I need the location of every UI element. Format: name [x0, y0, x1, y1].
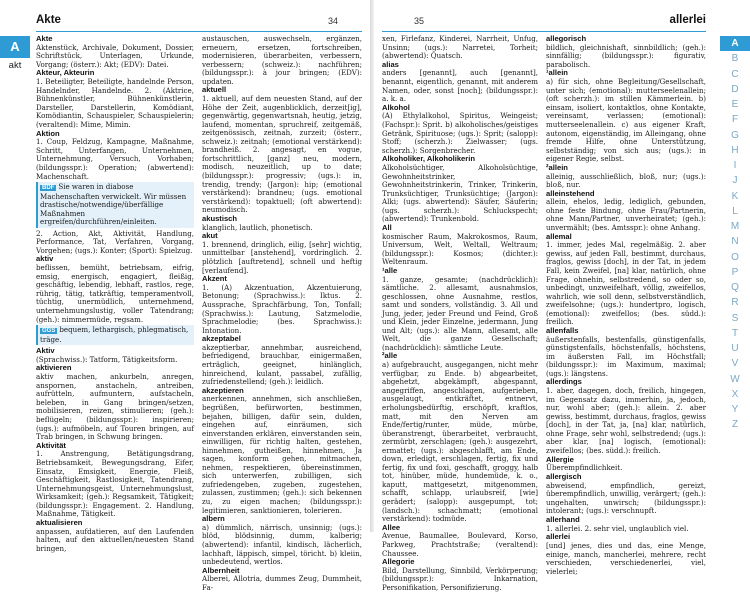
entry-headword: ¹allein: [546, 68, 568, 78]
dictionary-entry: [202, 35, 362, 86]
entry-text: akzeptierbar, annehmbar, ausreichend, befriedigend, brauchbar, einigermaßen, erträglich, geeignet, hinlänglich, hinreichend, kulant, passabel, zufällig, zufriedenstellend; (geh.): leidlich.: [202, 342, 362, 387]
entry-headword: aktualisieren: [36, 517, 83, 527]
entry-definition: [202, 575, 362, 592]
thumb-index-word: akt: [8, 60, 22, 71]
entry-text: 1. aktuell, auf dem neuesten Stand, auf der Höhe der Zeit, augenblicklich, derzeit[ig], gegenwärtig, gegenwartsnah, heutig, jetzig, laufend, momentan, spruchreif, zeitgemäß, zeitgenössisch, zeitnah, zurzeit; (österr., schweiz.): zeitnah; (emotional verstärkend): brandheiß. 2. angesagt, en vogue, fortschrittlich, [ganz] neu, modern, modisch, neuzeitlich, up to date; (bildungsspr.): progressiv; (ugs.): in, trendig, trendy; (Jargon): hip; (emotional verstärkend): brandneu; (ugs. emotional verstärkend): topaktuell; (oft abwertend): neumodisch.: [202, 94, 362, 215]
entry-definition: [36, 528, 194, 554]
entry-note-box: [36, 325, 194, 345]
entry-definition: [36, 78, 194, 129]
entry-headword: akzeptieren: [202, 385, 244, 395]
entry-definition: [382, 69, 538, 103]
entry-headword: allergisch: [546, 471, 582, 481]
entry-text: austauschen, auswechseln, ergänzen, erneuern, ersetzen, fortschreiben, modernisieren, überarbeiten, verbessern, verbessern; (schweiz.): nachführen; (bildungsspr.): à jour bringen; (EDV): updaten.: [202, 34, 362, 86]
entry-headword: Akzent: [202, 274, 227, 284]
dictionary-entry: [36, 519, 194, 553]
dictionary-entry: [546, 233, 706, 327]
entry-definition: [202, 224, 362, 233]
entry-headword: akzeptabel: [202, 334, 241, 344]
entry-text: anders [genannt], auch [genannt], benannt, eigentlich, genannt, mit anderem Namen, oder, sonst [noch]; (bildungsspr.): a. k. a.: [382, 68, 538, 104]
entry-headword: ²allein: [546, 162, 568, 172]
entry-definition: [36, 264, 194, 324]
dictionary-entry: [202, 275, 362, 335]
entry-headword: Albernheit: [202, 565, 240, 575]
entry-text: 1. allerlei. 2. sehr viel, unglaublich viel.: [546, 523, 689, 533]
note-tag: GGS: [42, 328, 56, 335]
entry-text: 1. aber, dagegen, doch, freilich, hingegen, im Gegensatz dazu, immerhin, ja, jedoch, nur, wohl aber; (geh.): allein. 2. aber gewiss, bestimmt, durchaus, fraglos, gewiss [doch], in der Tat, ja, [na] klar, natürlich, ohne Frage, sehr wohl, selbstredend; (ugs.): aber klar, [na] logisch, (emotional): zweifellos; (bes. südd.): freilich.: [546, 386, 706, 455]
dictionary-entry: [202, 86, 362, 214]
entry-text: a) für sich, ohne Begleitung/Gesellschaft, unter sich; (emotional): mutterseelenallein; (oft scherzh.): im stillen Kämmerlein. b) einsam, isoliert, kontaktlos, ohne Kontakte, vereinsamt, verlassen; (emotional): mutterseelenallein. c) aus eigener Kraft, autonom, eigenständig, im Alleingang, ohne fremde Hilfe, ohne Unterstützung, selbstständig; von sich aus; (ugs.): in eigener Regie, selbst.: [546, 77, 706, 164]
running-head-left: Akte: [36, 14, 61, 26]
dictionary-entry: [382, 558, 538, 592]
entry-definition: [36, 230, 194, 256]
entry-text: Überempfindlichkeit.: [546, 463, 623, 473]
dictionary-entry: [36, 230, 194, 256]
entry-text: bildlich, gleichnishaft, sinnbildlich; (geh.): sinnfällig; (bildungsspr.): figurativ, parabolisch.: [546, 42, 706, 69]
entry-headword: akustisch: [202, 213, 238, 223]
dictionary-entry: [382, 352, 538, 523]
entry-definition: [202, 95, 362, 215]
column-right-2: [546, 34, 706, 576]
entry-text: 1. immer, jedes Mal, regelmäßig. 2. aber gewiss, auf jeden Fall, bestimmt, durchaus, fraglos, gewiss [doch], in der Tat, in jedem Fall, kein Zweifel, [na] klar, natürlich, ohne Frage, ohnehin, selbstredend, so oder so, unbedingt, unzweifelhaft, völlig, zweifellos, wahrlich, wie soll denn, selbstverständlich, zweifelsohne; (ugs.): hundertpro, logisch, (emotional): zweifellos; (bes. südd.): freilich.: [546, 240, 706, 327]
alphabet-letter-d[interactable]: D: [731, 83, 739, 95]
entry-text: Bild, Darstellung, Sinnbild, Verkörperung; (bildungsspr.): Inkarnation, Personifikation, Personifizierung.: [382, 565, 538, 592]
alphabet-letter-y[interactable]: Y: [731, 404, 739, 415]
dictionary-entry: [36, 364, 194, 441]
dictionary-entry: [36, 69, 194, 129]
dictionary-entry: [382, 61, 538, 104]
entry-text: a) dümmlich, närrisch, unsinnig; (ugs.): blöd, blödsinnig, dumm, kalberig; (abwertend): infantil, kindisch, lächerlich, lachhaft, läppisch, simpel, töricht. b) kleiin, unbedeutend, wertlos.: [202, 522, 362, 567]
entry-headword: Aktion: [36, 128, 60, 138]
entry-definition: [546, 336, 706, 379]
dictionary-entry: [546, 533, 706, 576]
entry-definition: [202, 35, 362, 86]
entry-definition: [382, 233, 538, 267]
entry-headword: Aktivität: [36, 440, 66, 450]
entry-text: abweisend, empfindlich, gereizt, überempfindlich, unwillig, verärgert; (geh.): ungehalten, unwirsch; (bildungsspr.): intolerant; (ugs.): verschnupft.: [546, 480, 706, 516]
entry-text: anpassen, aufdatieren, auf den Laufenden halten, auf den aktuellen/neuesten Stand bringen,: [36, 526, 194, 553]
entry-text: 1. Coup, Feldzug, Kampagne, Maßnahme, Schritt, Unterfangen, Unternehmen, Unternehmung, Versuch, Vorhaben; (bildungsspr.): Operation; (abwertend): Machenschaft.: [36, 137, 194, 181]
entry-definition: [546, 542, 706, 576]
entry-text: 1. Anstrengung, Betätigungsdrang, Betriebsamkeit, Bewegungsdrang, Eifer, Einsatz, Emsigkeit, Energie, Fleiß, Geschäftigkeit, Rastlosigkeit, Tatendrang, Unternehmungsgeist, Unternehmungslust, Wirksamkeit; (geh.): Regsamkeit, Tätigkeit; (bildungsspr.): Engagement. 2. Handlung, Maßnahme, Tätigkeit.: [36, 449, 194, 519]
entry-text: kosmischer Raum, Makrokosmos, Raum, Universum, Welt, Weltall, Weltraum; (bildungsspr.): Kosmos; (dichter.): Weltenraum.: [382, 231, 538, 267]
entry-text: beflissen, bemüht, betriebsam, eifrig, emsig, energisch, engagiert, fleißig, geschäftig, lebendig, lebhaft, rastlos, rege, rührig, tätig, tatkräftig, temperamentvoll, tüchtig, unermüdlich, unternehmend, unternehmungslustig, voller Tatendrang; (geh.): nimmermüde, regsam.: [36, 263, 194, 324]
entry-headword: aktiv: [36, 254, 54, 264]
alphabet-letter-k[interactable]: K: [731, 190, 739, 202]
dictionary-entry: [382, 35, 538, 61]
alphabet-letter-i[interactable]: I: [733, 160, 737, 171]
alphabet-letter-l[interactable]: L: [732, 205, 738, 217]
dictionary-entry: [546, 190, 706, 233]
entry-headword: allerhand: [546, 514, 580, 524]
alphabet-letter-u[interactable]: U: [731, 343, 739, 354]
entry-definition: [202, 344, 362, 387]
thumb-index-letter[interactable]: A: [0, 36, 30, 58]
entry-headword: allerdings: [546, 377, 582, 387]
entry-definition: [546, 525, 706, 534]
dictionary-entry: [202, 335, 362, 387]
entry-text: Aktenstück, Archivale, Dokument, Dossier, Schriftstück, Unterlagen, Urkunde, Vorgang; (österr.): Akt; (EDV): Datei.: [36, 42, 194, 69]
entry-text: allein, ehelos, ledig, lediglich, gebunden, ohne feste Bindung, ohne Frau/Partnerin, ohne Mann/Partner, unverheiratet; (geh.): unvermählt; (bes. Amtsspr.): ohne Anhang.: [546, 197, 706, 233]
column-left-2: [202, 34, 362, 592]
page-number-right: 35: [414, 16, 425, 26]
dictionary-entry: [382, 155, 538, 224]
entry-headword: Allee: [382, 522, 401, 532]
entry-definition: [382, 567, 538, 593]
entry-text: aktiv machen, ankurbeln, anregen, anspornen, anstacheln, antreiben, aufrütteln, aufmuntern, aufstacheln, beleben, in Gang bringen/setzen, mobilisieren, reizen, stimulieren; (geh.): beflügeln; (bildungsspr.): inspirieren; (ugs.): aufmöbeln, auf Touren bringen, auf Trab bringen, in Schwung bringen.: [36, 372, 194, 442]
entry-headword: akut: [202, 231, 218, 241]
alphabet-letter-b[interactable]: B: [731, 53, 739, 65]
entry-text: Alberei, Allotria, dummes Zeug, Dummheit, Fa-: [202, 574, 362, 592]
dictionary-entry: [202, 387, 362, 515]
alphabet-letter-x[interactable]: X: [731, 388, 739, 400]
entry-text: (A) Ethylalkohol, Spiritus, Weingeist; (Fachspr.): Sprit. b) alkoholisches/geistiges Getränk, Spirituose; (ugs.): Sprit; (salopp): Stoff; (scherzh.): Zielwasser; (ugs. scherzh.): Sorgenbrecher.: [382, 111, 538, 155]
entry-headword: ¹alle: [382, 265, 398, 275]
entry-definition: [382, 112, 538, 155]
entry-text: 1. Beteiligter, Beteiligte, handelnde Person, Handelnder, Handelnde. 2. (Aktrice, Bühnenkünstler, Bühnenkünstlerin, Darsteller, Darstellerin, Komödiant, Komödiantin, Schauspieler, Schauspielerin; (veraltend): Mime, Mimin.: [36, 77, 194, 129]
dictionary-entry: [382, 104, 538, 156]
entry-definition: [382, 276, 538, 353]
dictionary-entry: [36, 130, 194, 182]
entry-headword: allenfalls: [546, 325, 579, 335]
dictionary-entry: [36, 442, 194, 519]
entry-headword: Aktiv: [36, 346, 55, 356]
entry-definition: [36, 373, 194, 441]
alphabet-letter-w[interactable]: W: [730, 373, 740, 385]
entry-headword: alias: [382, 59, 399, 69]
entry-headword: allemal: [546, 231, 572, 241]
entry-definition: [546, 198, 706, 232]
entry-definition: [382, 532, 538, 558]
entry-text: [und] jenes, dies und das, eine Menge, einige, manch, mancherlei, mehrere, recht verschieden, verschiedenerlei, viel, vielerlei;: [546, 541, 706, 576]
alphabet-letter-j[interactable]: J: [732, 175, 738, 187]
alphabet-letter-a[interactable]: A: [720, 36, 750, 51]
entry-text: 1. ganze, gesamte; (nachdrücklich): sämtliche. 2. allesamt, ausnahmslos, geschlossen, ohne Ausnahme, restlos, samt und sonders, vollständig. 3. All und Jung, jeder, jeder Freund und Feind, Groß und Klein, jeder Einzelne, jedermann, Jung und Alt; (ugs.): alle Mann, allesamt, alle Welt, die ganze Gesellschaft; (nachdrücklich): sämtliche Leute.: [382, 274, 538, 352]
entry-headword: aktuell: [202, 85, 227, 95]
right-page: [374, 0, 750, 592]
dictionary-entry: [36, 255, 194, 324]
alphabet-letter-q[interactable]: Q: [731, 282, 739, 293]
entry-headword: allerlei: [546, 532, 571, 542]
entry-text: bequem, lethargisch, phlegmatisch, träge.: [40, 325, 189, 344]
entry-note-box: [36, 182, 194, 228]
dictionary-entry: [382, 224, 538, 267]
entry-headword: All: [382, 222, 392, 232]
entry-text: äußerstenfalls, bestenfalls, günstigenfalls, günstigstenfalls, höchstenfalls, höchstens, im äußersten Fall, im Höchstfall; (bildungsspr.): im Maximum, maximal; (ugs.): längstens.: [546, 334, 706, 378]
alphabet-letter-s[interactable]: S: [731, 312, 739, 324]
entry-headword: alleinstehend: [546, 188, 595, 198]
alphabet-letter-h[interactable]: H: [731, 144, 739, 156]
entry-definition: [202, 524, 362, 567]
alphabet-letter-c[interactable]: C: [731, 68, 739, 80]
dictionary-entry: [546, 69, 706, 163]
dictionary-entry: [36, 325, 194, 345]
dictionary-entry: [36, 347, 194, 364]
entry-definition: [382, 361, 538, 523]
dictionary-entry: [546, 456, 706, 473]
entry-text: anerkennen, annehmen, sich anschließen, begrüßen, befürworten, bestimmen, bejahen, billigen, dafür sein, dulden, eingehen auf, einräumen, sich einverstanden erklären, einverstanden sein, einwilligen, für richtig halten, gestehen, hinnehmen, gutheißen, hinnehmen, Ja sagen, konform gehen, mitmachen, nehmen, respektieren, übereinstimmen, sich unterwerfen, zubilligen, sich zufriedengeben, zugeben, zugestehen, zulassen, zustimmen; (geh.): sich bekennen zu, zu eigen machen; (bildungsspr.): legitimieren, sanktionieren, tolerieren.: [202, 394, 362, 515]
dictionary-entry: [546, 164, 706, 190]
page-number-left: 34: [327, 16, 338, 26]
entry-definition: [36, 44, 194, 70]
alphabet-letter-e[interactable]: E: [731, 99, 739, 110]
alphabet-letter-r[interactable]: R: [731, 297, 739, 309]
entry-definition: [546, 387, 706, 455]
entry-headword: Allegorie: [382, 557, 415, 567]
alphabet-letter-g[interactable]: G: [731, 129, 739, 141]
alphabet-letter-t[interactable]: T: [731, 327, 739, 339]
entry-definition: [202, 241, 362, 275]
entry-headword: Akteur, Akteurin: [36, 68, 95, 78]
alphabet-letter-z[interactable]: Z: [731, 419, 739, 431]
running-head-right: allerlei: [669, 14, 706, 26]
note-tag: BDF: [42, 185, 55, 192]
entry-text: a) aufgebraucht, ausgegangen, nicht mehr verfügbar, zu Ende. b) abgearbeitet, abgehetzt, abgekämpft, abgespannt, angegriffen, angeschlagen, aufgerieben, ausgelaugt, entkräftet, entnervt, erholungsbedürftig, erschöpft, kraftlos, matt, mit den Nerven am Ende/fertig/runter, müde, mürbe, überanstrengt, überarbeitet, verbraucht, zermürbt, zerschlagen; (geh.): ausgezehrt, ermattet; (ugs.): abgeschlafft, am Ende, down, erledigt, erschlagen, fertig, fix und fertig, fix und foxi, geschafft, groggy, halb tot, hinüber, müde, hundemüde, k. o., kaputt, mattgesetzt, mitgenommen, schafft, schlapp, urlaubsreif, [wie] gerädert; (salopp): ausgepumpt, tot; (landsch.): schachmatt; (emotional verstärkend): todmüde.: [382, 360, 538, 524]
dictionary-entry: [36, 35, 194, 69]
entry-headword: ²alle: [382, 351, 398, 361]
entry-headword: Alkoholiker, Alkoholikerin: [382, 154, 475, 164]
dictionary-entry: [202, 232, 362, 275]
entry-text: 2. Action, Akt, Aktivität, Handlung, Performance, Tat, Verfahren, Vorgang, Vorgehen; (ugs.): Konter; (Sport): Spielzug.: [36, 228, 194, 255]
dictionary-entry: [202, 215, 362, 232]
alphabet-letter-p[interactable]: P: [731, 266, 739, 278]
entry-text: xen, Firlefanz, Kinderei, Narrheit, Unfug, Unsinn; (ugs.): Narretei, Torheit; (abwertend): Quatsch.: [382, 34, 538, 61]
entry-definition: [36, 138, 194, 181]
entry-definition: [382, 164, 538, 224]
entry-definition: [546, 241, 706, 326]
entry-text: (Sprachwiss.): Tatform, Tätigkeitsform.: [36, 354, 178, 364]
alphabet-letter-m[interactable]: M: [730, 221, 740, 232]
entry-headword: Akte: [36, 34, 53, 43]
dictionary-entry: [36, 182, 194, 228]
column-left-1: [36, 34, 194, 553]
entry-headword: Allergie: [546, 454, 574, 464]
entry-definition: [546, 78, 706, 163]
header-rule-left: [36, 31, 362, 32]
entry-text: 1. (A) Akzentuation, Akzentuierung, Betonung; (Sprachwiss.): Iktus. 2. Aussprache, Sprachfärbung, Ton, Tonfall; (Sprachwiss.): Lautung, Satzmelodie, Sprachmelodie; (bes. Sprachwiss.): Intonation.: [202, 282, 362, 335]
alphabet-index-tab: [720, 36, 750, 433]
alphabet-letter-f[interactable]: F: [731, 114, 739, 126]
column-right-1: [382, 34, 538, 592]
entry-definition: [202, 284, 362, 335]
left-page: [0, 0, 370, 592]
dictionary-entry: [202, 567, 362, 593]
alphabet-letter-n[interactable]: N: [731, 236, 739, 248]
alphabet-letter-o[interactable]: O: [731, 251, 739, 263]
entry-definition: [546, 482, 706, 516]
dictionary-entry: [202, 515, 362, 567]
dictionary-entry: [546, 473, 706, 516]
entry-definition: [36, 450, 194, 518]
alphabet-letter-v[interactable]: V: [731, 358, 739, 370]
dictionary-entry: [382, 524, 538, 558]
entry-text: 1. brennend, dringlich, eilig, [sehr] wichtig, unmittelbar [anstehend], vordringlich. 2. plötzlich [auftretend], schnell und heftig [verlaufend].: [202, 239, 362, 275]
dictionary-entry: [546, 35, 706, 69]
entry-text: klanglich, lautlich, phonetisch.: [202, 222, 313, 232]
header-rule-right: [382, 31, 706, 32]
entry-headword: aktivieren: [36, 363, 72, 373]
dictionary-entry: [546, 516, 706, 533]
dictionary-entry: [546, 327, 706, 379]
entry-headword: allegorisch: [546, 34, 587, 43]
entry-definition: [382, 35, 538, 61]
entry-definition: [546, 173, 706, 190]
dictionary-entry: [382, 267, 538, 353]
dictionary-entry: [546, 378, 706, 455]
entry-headword: albern: [202, 514, 225, 524]
entry-definition: [202, 395, 362, 515]
entry-definition: [546, 44, 706, 70]
entry-text: Sie waren in diabose Machenschaften verwickelt. Wir müssen drastische/notwendige/überfällige Maßnahmen ergreifen/durchführen/einleiten.: [40, 182, 187, 227]
entry-text: Alkoholsüchtiger, Alkoholsüchtige, Gewohnheitstrinker, Gewohnheitstrinkerin, Trinker, Trinkerin, Trunksüchtiger, Trunksüchtige; (Jargon): Alki; (ugs. abwertend): Säufer, Säuferin; (ugs. scherzh.): Schluckspecht; (abwertend): Trunkenbold.: [382, 162, 538, 224]
entry-text: Avenue, Baumallee, Boulevard, Korso, Parkweg, Prachtstraße; (veraltend): Chaussee.: [382, 531, 538, 558]
entry-headword: Alkohol: [382, 102, 410, 112]
entry-text: alleinig, ausschließlich, bloß, nur; (ugs.): bloß, nur.: [546, 171, 706, 190]
